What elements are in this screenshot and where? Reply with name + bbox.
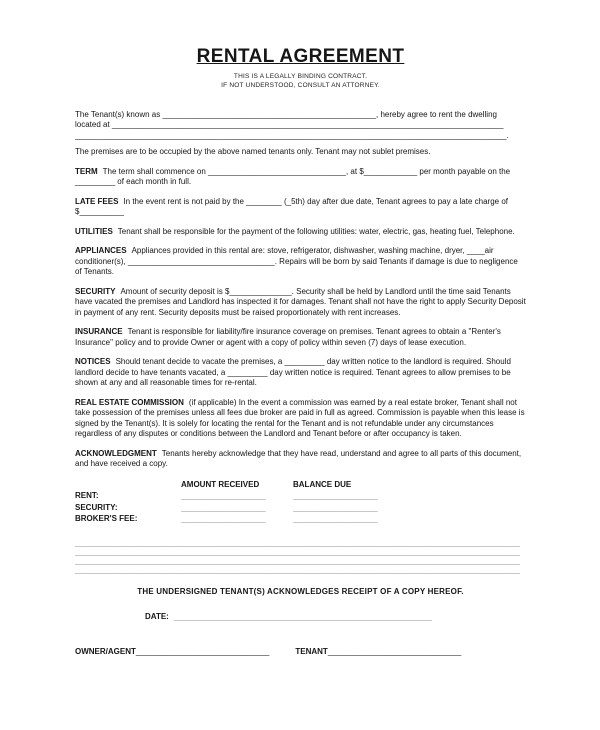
- tenant-blank: ______________________________: [327, 646, 462, 656]
- tenant-label: TENANT: [295, 646, 328, 656]
- subtitle-line-2: IF NOT UNDERSTOOD, CONSULT AN ATTORNEY.: [221, 82, 380, 90]
- owner-agent-label: OWNER/AGENT: [75, 646, 136, 656]
- section-late-fees-label: LATE FEES: [75, 196, 119, 206]
- notes-blank-lines: [75, 538, 526, 574]
- intro-line-tenants: The Tenant(s) known as ________________________________________________, hereby agree to rent the dwelling: [75, 109, 497, 119]
- owner-agent-blank: ______________________________: [135, 646, 270, 656]
- blank-line-2: ____________________________________________________________________________________________________: [75, 546, 520, 556]
- blank-line-1: ____________________________________________________________________________________________________: [75, 537, 520, 547]
- row-label-rent: RENT:: [75, 491, 99, 501]
- intro-line-address-blank: _________________________________________________________________________________________________.: [75, 130, 509, 140]
- column-header-amount-received: AMOUNT RECEIVED: [181, 479, 260, 489]
- payment-table: [75, 479, 526, 525]
- section-insurance-text: Tenant is responsible for liability/fire insurance coverage on premises. Tenant agrees to obtain a "Renter's Insurance" policy and to provide Owner or agent with a copy of policy within seven (7) days of lease execution.: [75, 327, 501, 347]
- blank-line-3: ____________________________________________________________________________________________________: [75, 555, 520, 565]
- owner-agent-signature: [75, 647, 269, 658]
- section-utilities-label: UTILITIES: [75, 226, 113, 236]
- section-security: [75, 287, 526, 319]
- security-balance-blank: ___________________: [293, 502, 378, 512]
- section-acknowledgment-label: ACKNOWLEDGMENT: [75, 448, 157, 458]
- payment-table-empty-header: [75, 479, 181, 491]
- section-appliances-text: Appliances provided in this rental are: stove, refrigerator, dishwasher, washing machine, dryer, ____air conditioner(s), _________________________________. Repairs will be born by said Tenants if damage is due to negligence of Tenants.: [75, 246, 518, 277]
- blank-line-4: ____________________________________________________________________________________________________: [75, 564, 520, 574]
- date-blank: __________________________________________________________: [173, 612, 432, 622]
- row-label-security: SECURITY:: [75, 502, 118, 512]
- table-row-brokers-fee: [75, 513, 526, 525]
- paragraph-occupancy: The premises are to be occupied by the above named tenants only. Tenant may not sublet premises.: [75, 147, 431, 157]
- date-line: [145, 612, 526, 623]
- page-title: RENTAL AGREEMENT: [196, 46, 405, 67]
- section-notices: [75, 357, 526, 389]
- section-real-estate-commission-text: (if applicable) In the event a commission was earned by a real estate broker, Tenant shall not take possession of the premises unless all fees due broker are paid in full as agreed. Commission is payable when this lease is signed by the Tenant(s). It is solely for locating the rental for the Tenant and is not refundable under any circumstances regardless of any disputes or conditions between the Landlord and Tenant before or after occupancy is taken.: [75, 397, 525, 439]
- row-label-brokers-fee: BROKER'S FEE:: [75, 514, 138, 524]
- intro-line-located-at: located at ________________________________________________________________________________________: [75, 120, 504, 130]
- section-security-label: SECURITY: [75, 286, 116, 296]
- intro-paragraph: [75, 110, 526, 142]
- document-header: [75, 46, 526, 91]
- section-acknowledgment-text: Tenants hereby acknowledge that they have read, understand and agree to all parts of this document, and have received a copy.: [75, 448, 522, 469]
- section-notices-label: NOTICES: [75, 357, 111, 367]
- table-row-rent: [75, 490, 526, 502]
- section-late-fees: [75, 197, 526, 218]
- section-late-fees-text: In the event rent is not paid by the ________ (_5th) day after due date, Tenant agrees to pay a late charge of $__________: [75, 196, 508, 217]
- section-utilities-text: Tenant shall be responsible for the payment of the following utilities: water, electric, gas, heating fuel, Telephone.: [117, 226, 515, 236]
- section-real-estate-commission-label: REAL ESTATE COMMISSION: [75, 397, 184, 407]
- brokers-fee-amount-blank: ___________________: [181, 514, 266, 524]
- section-appliances-label: APPLIANCES: [75, 246, 127, 256]
- section-acknowledgment: [75, 449, 526, 470]
- security-amount-blank: ___________________: [181, 502, 266, 512]
- signature-line: [75, 647, 526, 658]
- subtitle-line-1: THIS IS A LEGALLY BINDING CONTRACT.: [233, 73, 368, 80]
- undersigned-statement: THE UNDERSIGNED TENANT(S) ACKNOWLEDGES RECEIPT OF A COPY HEREOF.: [137, 586, 464, 596]
- section-term: [75, 167, 526, 188]
- section-appliances: [75, 246, 526, 278]
- column-header-balance-due: BALANCE DUE: [293, 479, 352, 489]
- table-row-security: [75, 502, 526, 514]
- date-label: DATE:: [145, 612, 169, 622]
- section-utilities: [75, 227, 526, 238]
- payment-table-header-row: [75, 479, 526, 491]
- rent-amount-blank: ___________________: [181, 491, 266, 501]
- brokers-fee-balance-blank: ___________________: [293, 514, 378, 524]
- rent-balance-blank: ___________________: [293, 491, 378, 501]
- section-security-text: Amount of security deposit is $______________. Security shall be held by Landlord until the time said Tenants have vacated the premises and Landlord has inspected it for damages. Tenant shall not have the right to apply Security Deposit in payment of any rent. Security deposits must be raised proportionately with rent increases.: [75, 286, 526, 317]
- section-term-text: The term shall commence on _______________________________, at $____________ per month payable on the _________ of each month in full.: [75, 166, 511, 187]
- section-insurance: [75, 327, 526, 348]
- section-real-estate-commission: [75, 398, 526, 440]
- section-insurance-label: INSURANCE: [75, 327, 123, 337]
- section-term-label: TERM: [75, 166, 98, 176]
- section-notices-text: Should tenant decide to vacate the premises, a _________ day written notice to the landlord is required. Should landlord decide to have tenants vacated, a _________ day written notice is required. Tenant agrees to allow premises to be shown at any and all reasonable times for re-rental.: [75, 357, 511, 388]
- tenant-signature: [295, 647, 461, 658]
